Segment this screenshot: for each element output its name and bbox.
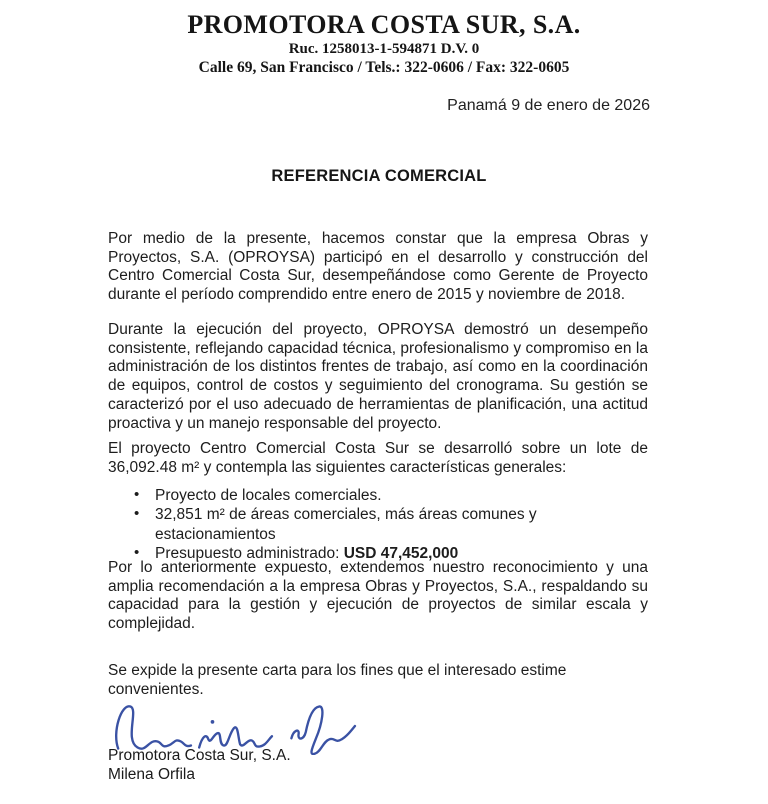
budget-amount: USD 47,452,000 [343, 544, 459, 562]
document-title: REFERENCIA COMERCIAL [271, 167, 487, 185]
list-item-text: Proyecto de locales comerciales. [155, 487, 382, 504]
letterhead [0, 10, 768, 77]
signer-name: Milena Orfila [108, 766, 195, 783]
paragraph-recommendation: Por lo anteriormente expuesto, extendemos nuestro reconocimiento y una amplia recomendación a la empresa Obras y Proyectos, S.A., respaldando su capacidad para la gestión y ejecución de proyectos de similar escala y complejidad. [108, 559, 648, 633]
letterhead-address: Calle 69, San Francisco / Tels.: 322-0606 / Fax: 322-0605 [198, 59, 570, 76]
bullet-icon: • [134, 543, 140, 561]
bullet-icon: • [134, 505, 140, 523]
list-item-text: Presupuesto administrado: [155, 544, 344, 562]
paragraph-closing: Se expide la presente carta para los fines que el interesado estime convenientes. [108, 662, 567, 698]
list-item [108, 505, 648, 544]
signature-stroke-first [116, 706, 191, 748]
signature-stroke-lastname [291, 706, 355, 754]
paragraph-introduction: Por medio de la presente, hacemos constar que la empresa Obras y Proyectos, S.A. (OPROYSA) participó en el desarrollo y construcción del Centro Comercial Costa Sur, desempeñándose como Gerente de Proyecto durante el período comprendido entre enero de 2015 y noviembre de 2018. [108, 230, 648, 304]
signer-company: Promotora Costa Sur, S.A. [108, 747, 291, 764]
date-line: Panamá 9 de enero de 2026 [447, 97, 650, 114]
project-characteristics-list [108, 486, 648, 563]
bullet-icon: • [134, 486, 140, 503]
letterhead-company-name: PROMOTORA COSTA SUR, S.A. [187, 10, 581, 39]
signature-i-dot [211, 720, 215, 724]
letterhead-ruc: Ruc. 1258013-1-594871 D.V. 0 [288, 41, 480, 57]
paragraph-performance: Durante la ejecución del proyecto, OPROYSA demostró un desempeño consistente, reflejando capacidad técnica, profesionalismo y compromiso en la administración de los distintos frentes de trabajo, así como en la coordinación de equipos, control de costos y seguimiento del cronograma. Su gestión se caracterizó por el uso adecuado de herramientas de planificación, una actitud proactiva y un manejo responsable del proyecto. [108, 321, 648, 432]
paragraph-project-description: El proyecto Centro Comercial Costa Sur se desarrolló sobre un lote de 36,092.48 m² y contempla las siguientes características generales: [108, 440, 648, 476]
list-item [108, 486, 648, 505]
list-item-text: 32,851 m² de áreas comerciales, más áreas comunes y estacionamientos [155, 506, 537, 543]
signature-stroke-middle [199, 727, 272, 747]
